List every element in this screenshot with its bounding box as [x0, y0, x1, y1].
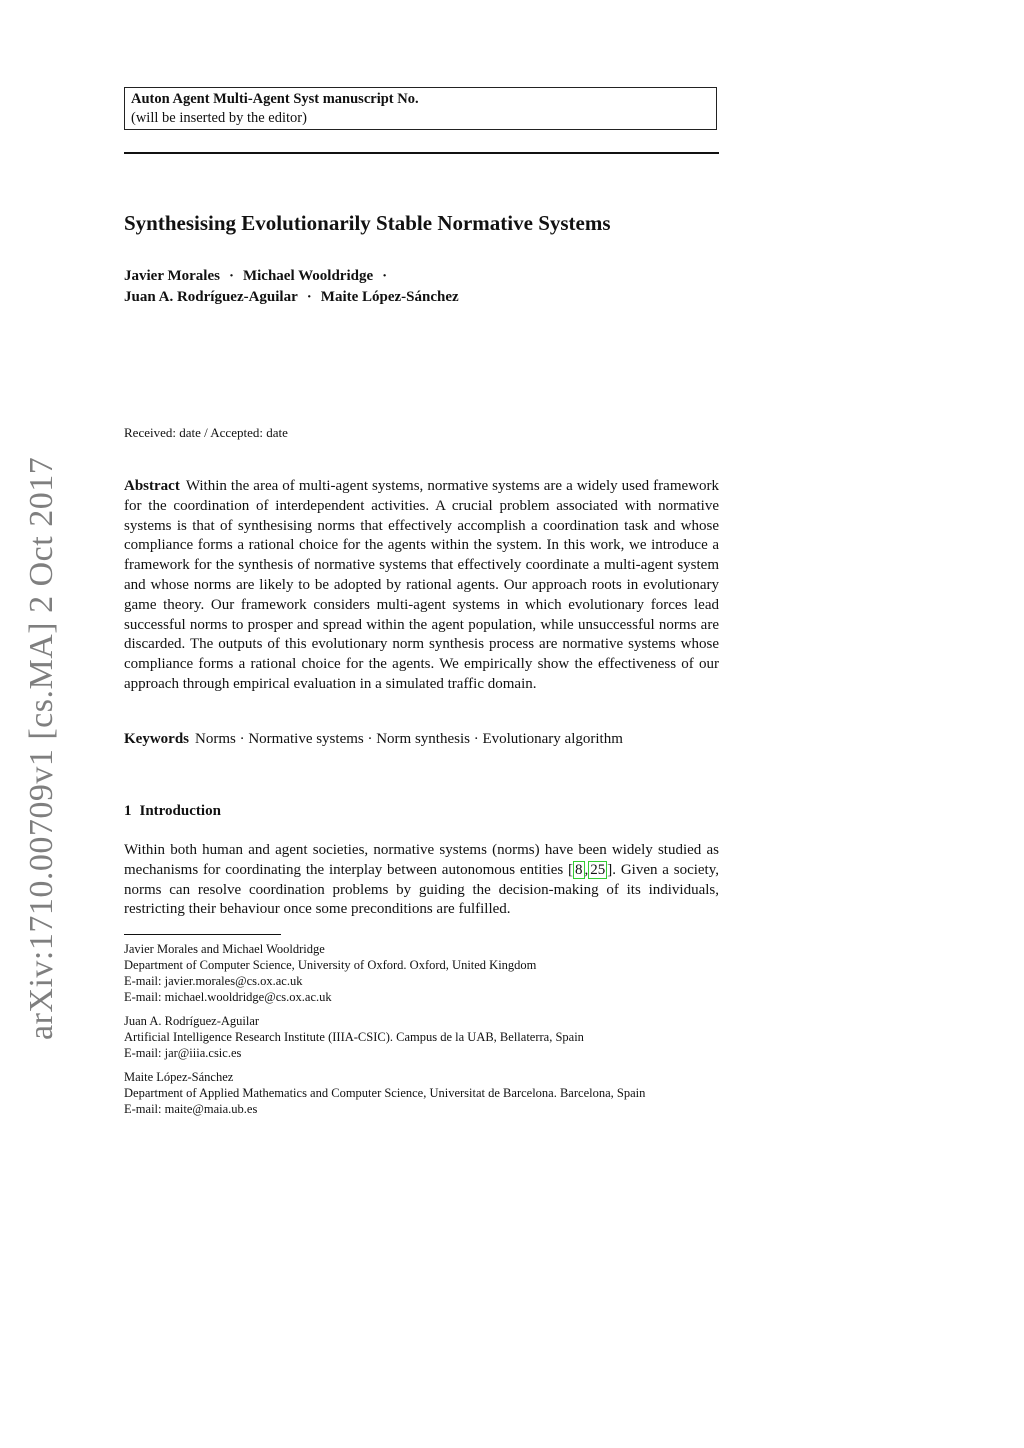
- section-number: 1: [124, 803, 132, 819]
- section-title: Introduction: [139, 803, 221, 819]
- keywords-label: Keywords: [124, 731, 189, 747]
- footnote-email: E-mail: maite@maia.ub.es: [124, 1102, 258, 1116]
- editor-note: (will be inserted by the editor): [131, 110, 307, 126]
- author-separator: ·: [382, 268, 388, 284]
- abstract-text: Within the area of multi-agent systems, normative systems are a widely used framework for the coordination of interdependent activities. A crucial problem associated with normative systems is that of synthesising norms that effectively accomplish a coordination task and whose compliance forms a rational choice for the agents within the system. In this work, we introduce a framework for the synthesis of normative systems that effectively coordinate a multi-agent system and whose norms are likely to be adopted by rational agents. Our approach roots in evolutionary game theory. Our framework considers multi-agent systems in which evolutionary forces lead successful norms to prosper and spread within the agent population, while unsuccessful norms are discarded. The outputs of this evolutionary norm synthesis process are normative systems whose compliance forms a rational choice for the agents. We empirically show the effectiveness of our approach through empirical evaluation in a simulated traffic domain.: [124, 478, 719, 692]
- section-heading: [124, 801, 221, 821]
- author-name: Maite López-Sánchez: [320, 289, 459, 305]
- footnote-block: [124, 1069, 719, 1117]
- footnote-block: [124, 941, 719, 1005]
- author-name: Michael Wooldridge: [242, 268, 374, 284]
- introduction-paragraph: [124, 841, 719, 920]
- footnote-email: E-mail: michael.wooldridge@cs.ox.ac.uk: [124, 990, 332, 1004]
- citation-separator: ,: [584, 861, 589, 878]
- author-separator: ·: [228, 268, 234, 284]
- keywords-text: Norms · Normative systems · Norm synthesis · Evolutionary algorithm: [195, 731, 623, 747]
- footnote-affiliation: Department of Computer Science, University of Oxford. Oxford, United Kingdom: [124, 958, 537, 972]
- header-rule: [124, 152, 719, 154]
- author-name: Juan A. Rodríguez-Aguilar: [124, 289, 298, 305]
- footnote-affiliation: Artificial Intelligence Research Institute (IIIA-CSIC). Campus de la UAB, Bellaterra, Spain: [124, 1030, 584, 1044]
- footnote-rule: [124, 934, 281, 935]
- author-list: [124, 266, 459, 308]
- author-name: Javier Morales: [124, 268, 220, 284]
- footnote-name: Maite López-Sánchez: [124, 1070, 234, 1084]
- footnote-affiliation: Department of Applied Mathematics and Computer Science, Universitat de Barcelona. Barcelona, Spain: [124, 1086, 646, 1100]
- abstract-label: Abstract: [124, 478, 180, 494]
- footnote-block: [124, 1013, 719, 1061]
- intro-text-end: ]. Given a society, norms can resolve coordination problems by guiding the decision-making of its individuals, restricting their behaviour once some preconditions are fulfilled.: [124, 861, 719, 918]
- received-date: Received: date / Accepted: date: [124, 425, 288, 440]
- arxiv-identifier: arXiv:1710.00709v1 [cs.MA] 2 Oct 2017: [23, 456, 60, 1040]
- footnote-email: E-mail: javier.morales@cs.ox.ac.uk: [124, 974, 303, 988]
- footnote-name: Juan A. Rodríguez-Aguilar: [124, 1014, 260, 1028]
- footnote-email: E-mail: jar@iiia.csic.es: [124, 1046, 242, 1060]
- manuscript-header-box: [124, 87, 717, 130]
- citation-link[interactable]: 8: [575, 861, 583, 878]
- citation-link[interactable]: 25: [590, 861, 606, 878]
- author-footnotes: [124, 941, 719, 1125]
- paper-title: Synthesising Evolutionarily Stable Normative Systems: [124, 211, 611, 235]
- author-separator: ·: [306, 289, 312, 305]
- footnote-name: Javier Morales and Michael Wooldridge: [124, 942, 325, 956]
- intro-text-start: Within both human and agent societies, normative systems (norms) have been widely studied as mechanisms for coordinating the interplay between autonomous entities [: [124, 842, 719, 878]
- journal-name: Auton Agent Multi-Agent Syst manuscript No.: [131, 91, 419, 107]
- abstract: [124, 477, 719, 695]
- keywords: [124, 729, 623, 749]
